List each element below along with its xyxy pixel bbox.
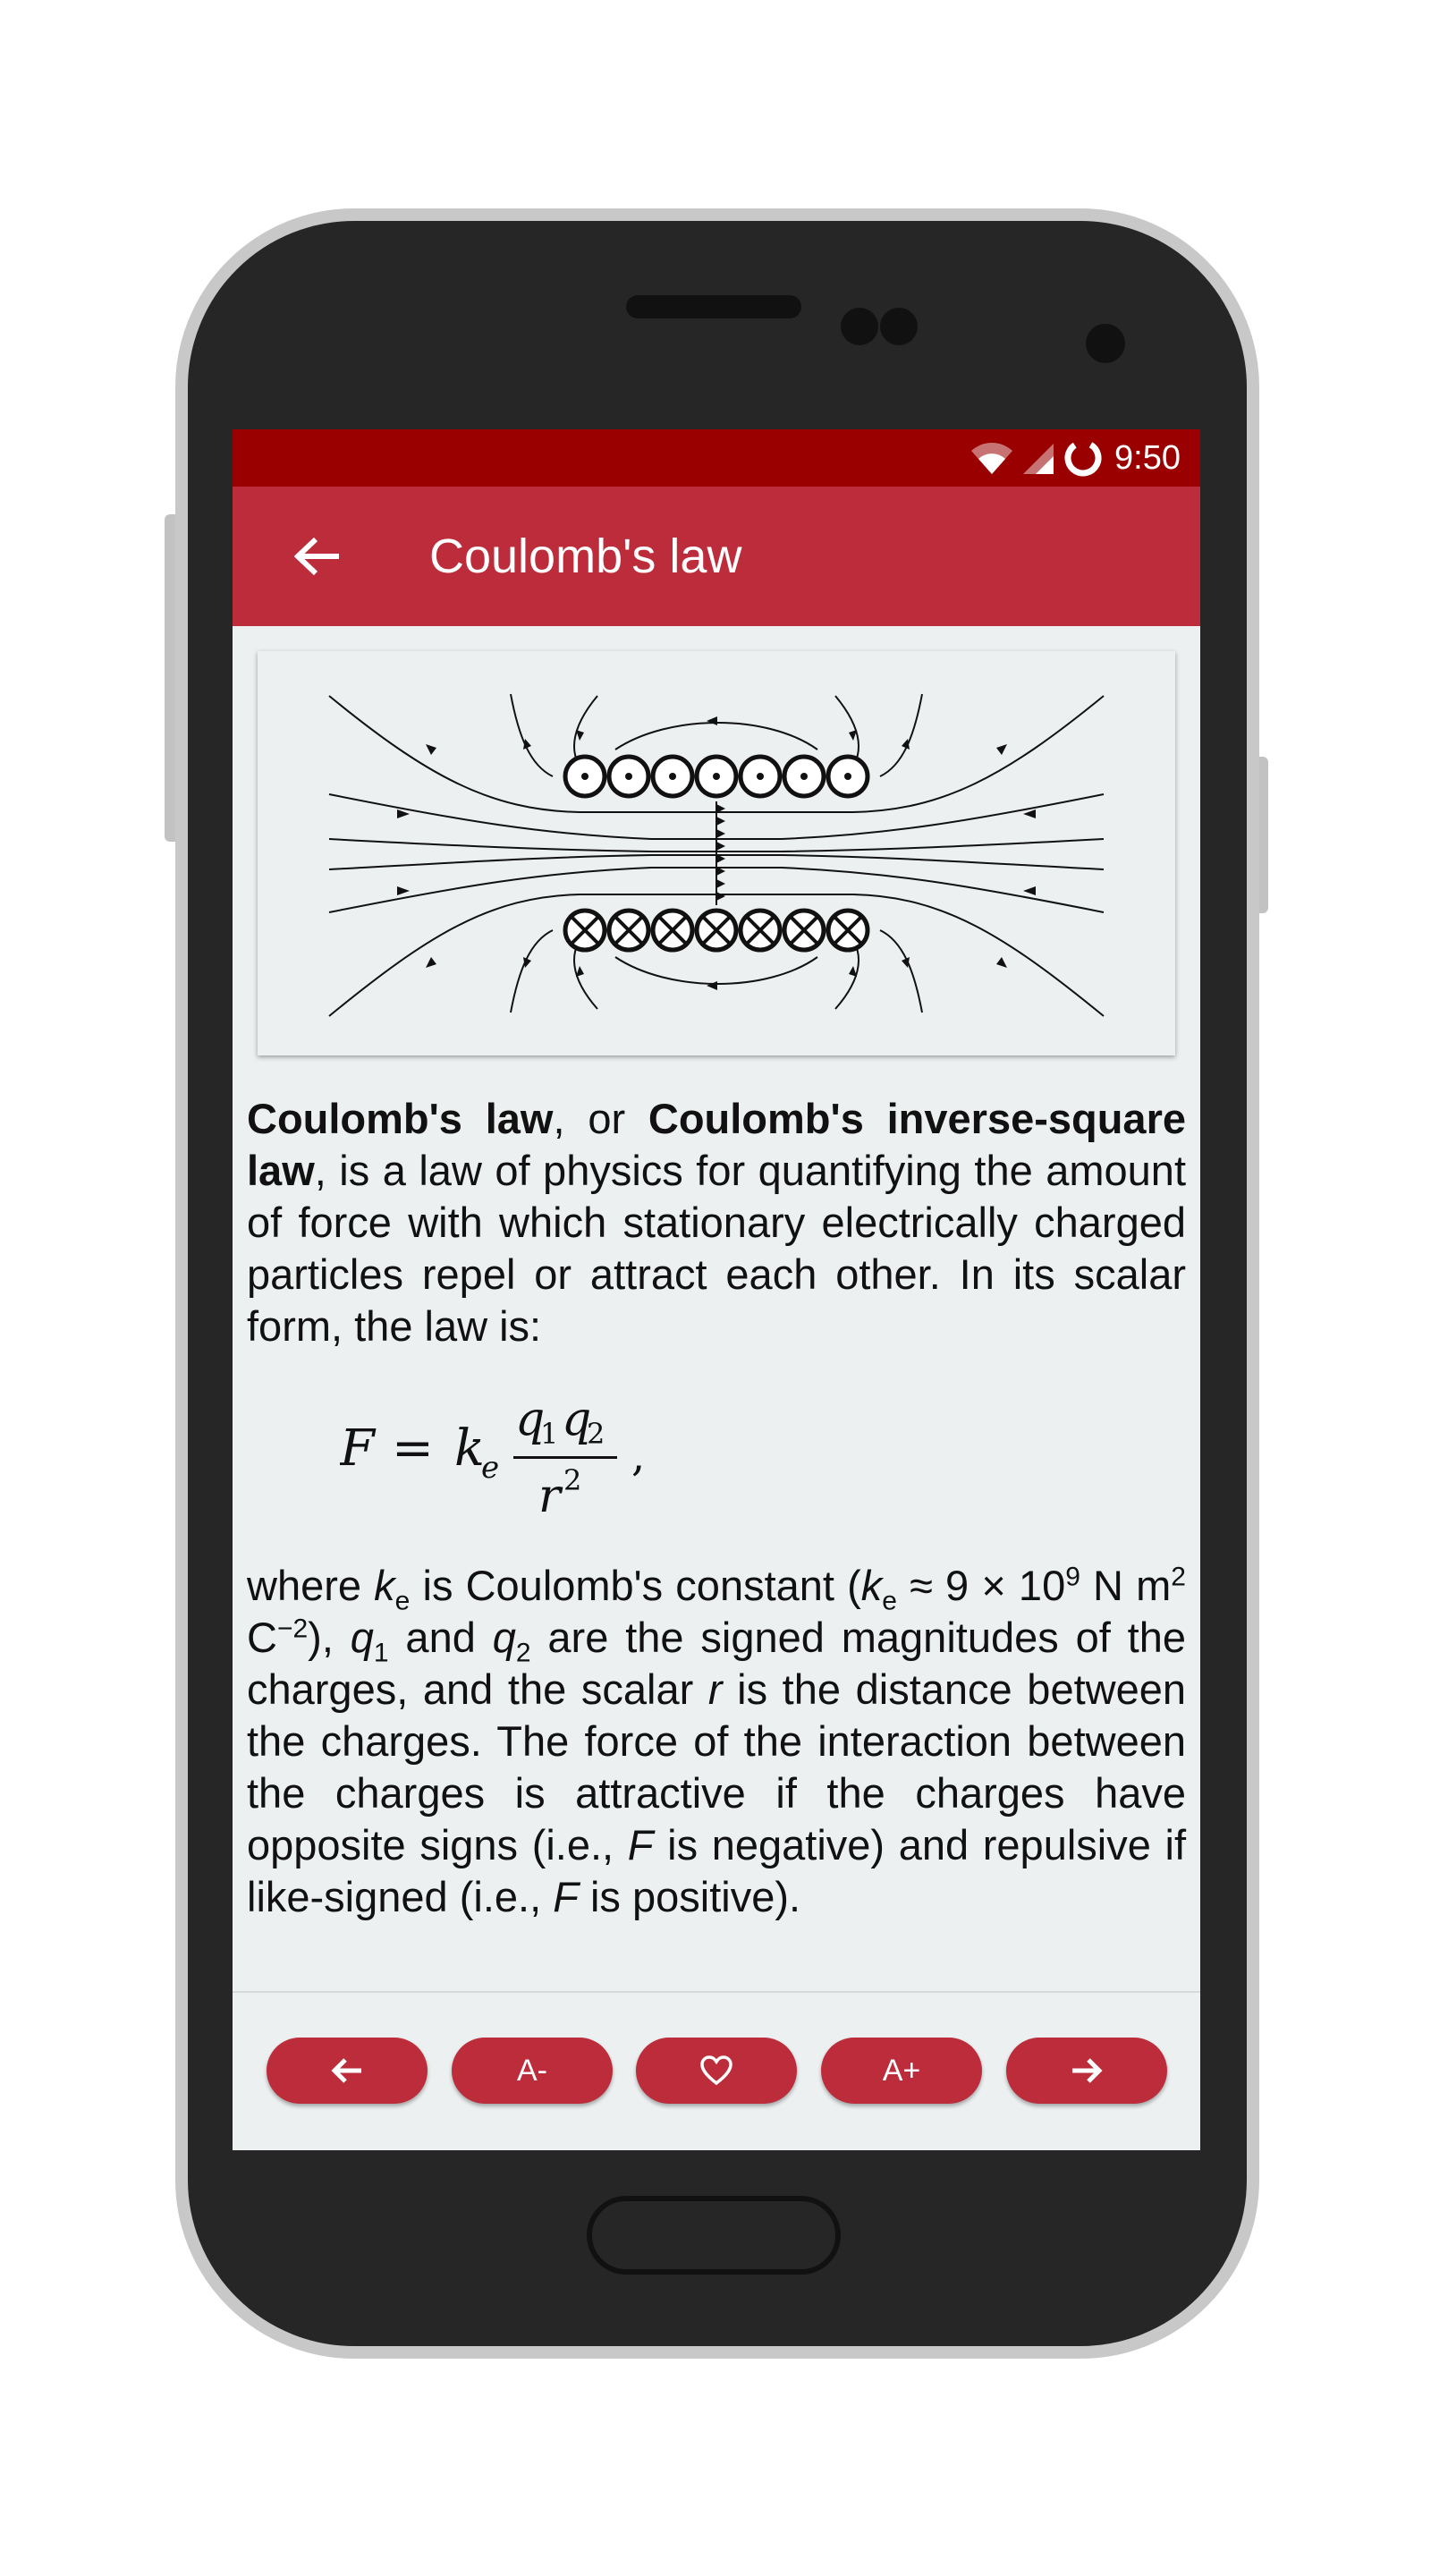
- var-sub: e: [882, 1586, 897, 1616]
- magnetic-field-lines-diagram: [258, 651, 1175, 1055]
- var-k: k: [860, 1562, 883, 1609]
- text-run: C: [247, 1614, 277, 1661]
- arrow-left-icon: [294, 537, 341, 576]
- var-k: k: [374, 1562, 395, 1609]
- var-f: F: [627, 1821, 654, 1868]
- formula-fraction-bar: [513, 1456, 617, 1459]
- formula-comma: ,: [631, 1431, 646, 1481]
- page-title: Coulomb's law: [429, 530, 742, 583]
- formula-k-sub: e: [481, 1450, 500, 1486]
- arrow-left-icon: [331, 2057, 363, 2084]
- bottom-toolbar: [233, 2038, 1200, 2106]
- battery-charging-icon: [1063, 437, 1104, 479]
- var-f: F: [553, 1873, 579, 1920]
- article-paragraph-explanation: [247, 1560, 1186, 1923]
- exponent: −2: [276, 1614, 309, 1644]
- font-increase-button[interactable]: A+: [821, 2038, 982, 2104]
- var-sub: 1: [373, 1638, 389, 1668]
- formula-r-sup: 2: [563, 1463, 582, 1497]
- phone-home-button: [587, 2196, 841, 2275]
- text-run: where: [247, 1562, 375, 1609]
- formula-q2-sub: 2: [587, 1417, 605, 1451]
- exponent: 2: [1171, 1562, 1186, 1592]
- text-run: is Coulomb's constant (: [410, 1562, 861, 1609]
- text-run: , is a law of physics for quantifying the amount of force with which stationary electrically charged particles repel or attract each other. In its scalar form, the law is:: [247, 1147, 1186, 1350]
- next-article-button[interactable]: [1006, 2038, 1167, 2104]
- phone-speaker: [626, 295, 801, 318]
- phone-front-camera: [1086, 324, 1125, 363]
- heart-outline-icon: [699, 2055, 733, 2086]
- status-time: 9:50: [1114, 438, 1181, 477]
- previous-article-button[interactable]: [267, 2038, 428, 2104]
- var-sub: 2: [515, 1638, 531, 1668]
- coulomb-formula: [340, 1395, 716, 1534]
- status-bar: [233, 429, 1200, 487]
- formula-r: r: [538, 1470, 561, 1523]
- text-run: ≈ 9 × 10: [896, 1562, 1066, 1609]
- text-run: is negative) and repulsive if like-signed (i.e.,: [247, 1821, 1187, 1920]
- text-run: and: [388, 1614, 493, 1661]
- term-coulombs-law: Coulomb's law: [247, 1095, 554, 1142]
- text-run: is the distance between the charges. The force of the interaction between the charges is attractive if the charges have opposite signs (i.e.,: [247, 1665, 1187, 1868]
- var-r: r: [707, 1665, 723, 1713]
- bottom-divider: [233, 1991, 1200, 1993]
- text-run: ),: [308, 1614, 351, 1661]
- var-q: q: [492, 1614, 516, 1661]
- phone-sensor-2: [880, 308, 918, 345]
- app-screen: [233, 429, 1200, 2150]
- text-run: is positive).: [578, 1873, 801, 1920]
- back-button[interactable]: [268, 507, 367, 606]
- formula-q2: q: [562, 1395, 592, 1446]
- var-sub: e: [394, 1586, 411, 1616]
- formula-f: F: [340, 1419, 375, 1478]
- formula-k: k: [454, 1419, 485, 1478]
- text-run: , or: [553, 1095, 648, 1142]
- formula-graphic: [340, 1395, 716, 1530]
- wifi-icon: [970, 440, 1014, 476]
- text-run: are the signed magnitudes of the charges, and the scalar: [247, 1614, 1186, 1713]
- favorite-button[interactable]: [636, 2038, 797, 2104]
- var-q: q: [350, 1614, 374, 1661]
- phone-sensor: [841, 308, 878, 345]
- app-bar: [233, 487, 1200, 626]
- cell-signal-icon: [1021, 440, 1055, 476]
- article-paragraph-intro: [247, 1093, 1186, 1352]
- formula-q1: q: [515, 1395, 546, 1446]
- arrow-right-icon: [1071, 2057, 1103, 2084]
- exponent: 9: [1065, 1562, 1080, 1592]
- font-decrease-button[interactable]: A-: [452, 2038, 613, 2104]
- formula-equals: =: [392, 1419, 434, 1478]
- term-inverse-square-law: Coulomb's inverse-square law: [247, 1095, 1187, 1194]
- formula-q1-sub: 1: [540, 1417, 559, 1451]
- text-run: N m: [1080, 1562, 1172, 1609]
- figure-image: [258, 651, 1175, 1055]
